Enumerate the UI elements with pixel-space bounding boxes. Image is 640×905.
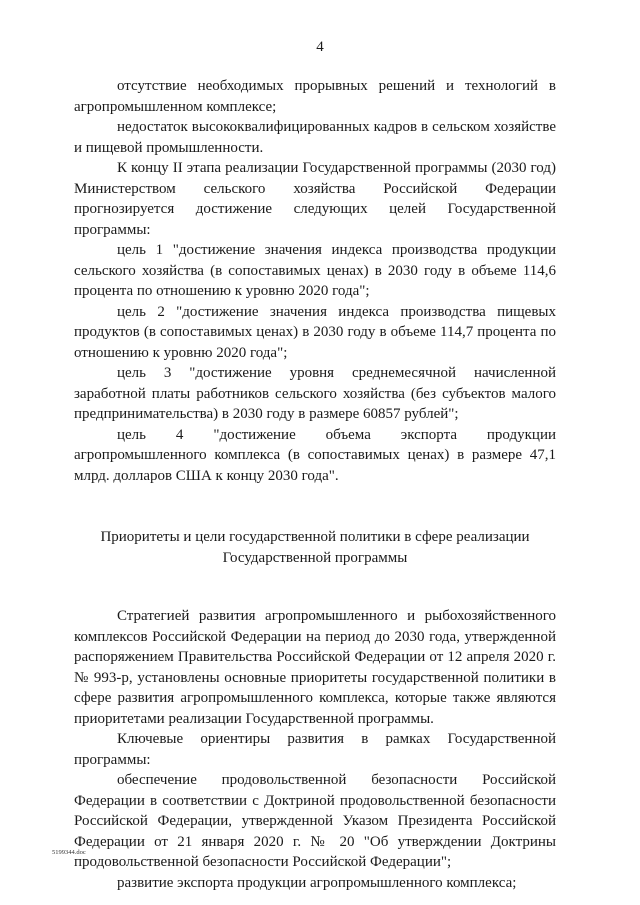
paragraph: цель 2 "достижение значения индекса производства пищевых продуктов (в сопоставимых ценах) в 2030 году в объеме 114,7 процента по отношению к уровню 2020 года"; [74, 303, 556, 361]
section-heading-line: Приоритеты и цели государственной политики в сфере реализации [100, 529, 530, 545]
section-heading-line: Государственной программы [222, 549, 408, 566]
section-heading [74, 527, 556, 568]
paragraph: Ключевые ориентиры развития в рамках Государственной программы: [74, 731, 556, 768]
paragraph: отсутствие необходимых прорывных решений и технологий в агропромышленном комплексе; [74, 78, 556, 115]
paragraph: развитие экспорта продукции агропромышленного комплекса; [117, 874, 517, 891]
paragraph: цель 3 "достижение уровня среднемесячной начисленной заработной платы работников сельского хозяйства (без субъектов малого предпринимательства) в 2030 году в размере 60857 рублей"; [74, 365, 556, 422]
paragraph: обеспечение продовольственной безопасности Российской Федерации в соответствии с Доктриной продовольственной безопасности Российской Федерации, утвержденной Указом Президента Российской Федерации от 21 января 2020 г. № 20 "Об утверждении Доктрины продовольственной безопасности Российской Федерации"; [74, 772, 556, 870]
page-number: 4 [316, 39, 324, 55]
paragraph: цель 1 "достижение значения индекса производства продукции сельского хозяйства (в сопоставимых ценах) в 2030 году в объеме 114,6 процента по отношению к уровню 2020 года"; [74, 242, 556, 299]
paragraph: недостаток высококвалифицированных кадров в сельском хозяйстве и пищевой промышленности. [74, 119, 556, 156]
paragraph: цель 4 "достижение объема экспорта продукции агропромышленного комплекса (в сопоставимых ценах) в размере 47,1 млрд. долларов США к концу 2030 года". [74, 426, 556, 484]
document-body [74, 76, 556, 893]
paragraph: Стратегией развития агропромышленного и рыбохозяйственного комплексов Российской Федерации на период до 2030 года, утвержденной распоряжением Правительства Российской Федерации от 12 апреля 2020 г. № 993-р, установлены основные приоритеты государственной политики в сфере развития агропромышленного комплекса, которые также являются приоритетами реализации Государственной программы. [74, 608, 556, 727]
document-code: 5199344.doc [52, 849, 86, 856]
paragraph: К концу II этапа реализации Государственной программы (2030 год) Министерством сельского хозяйства Российской Федерации прогнозируется достижение следующих целей Государственной программы: [74, 160, 556, 238]
